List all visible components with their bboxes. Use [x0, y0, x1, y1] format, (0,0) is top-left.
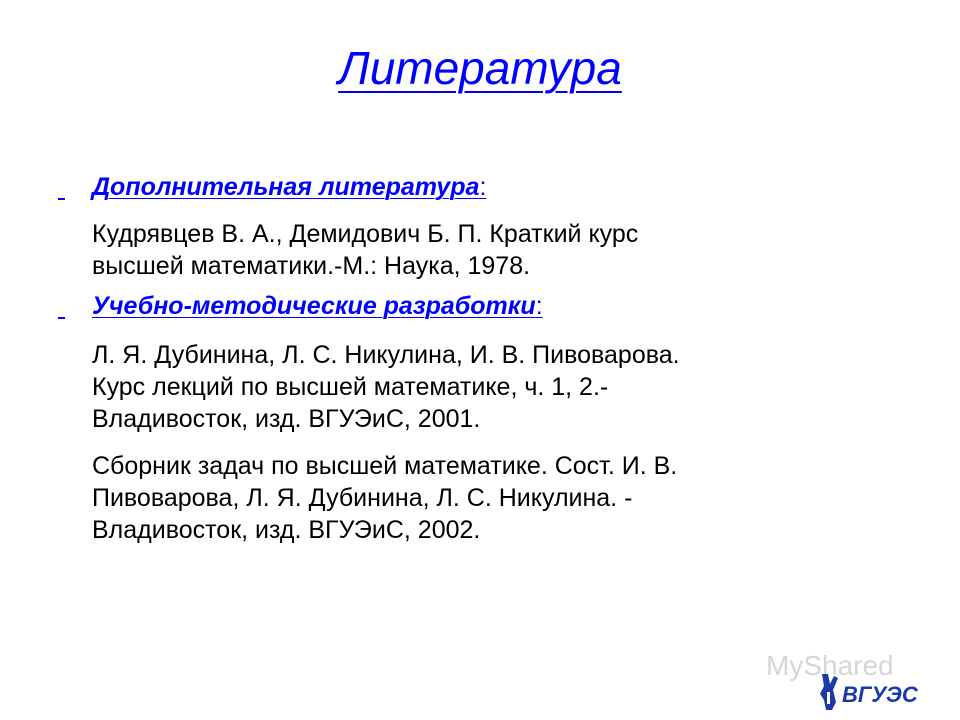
reference-line: высшей математики.-М.: Наука, 1978. [92, 252, 531, 280]
reference-line: Кудрявцев В. А., Демидович Б. П. Краткий курс [92, 220, 639, 248]
reference-line: Сборник задач по высшей математике. Сост. И. В. [92, 452, 678, 480]
section-heading-methodical [58, 291, 543, 321]
section-heading-additional [58, 172, 486, 202]
watermark-text: MyShared [766, 650, 894, 681]
reference-line: Владивосток, изд. ВГУЭиС, 2002. [92, 516, 481, 544]
section-heading-text: Дополнительная литература [92, 173, 480, 201]
reference-line: Владивосток, изд. ВГУЭиС, 2001. [92, 405, 481, 433]
heading-indent [58, 291, 92, 321]
university-logo-icon [818, 672, 930, 712]
section-heading-colon: : [479, 173, 487, 201]
reference-line: Л. Я. Дубинина, Л. С. Никулина, И. В. Пивоварова. [92, 341, 680, 369]
logo [766, 650, 936, 712]
section-heading-text: Учебно-методические разработки [92, 292, 536, 320]
logo-mark-text: ВГУЭС [842, 682, 918, 707]
reference-entry [92, 450, 882, 546]
section-heading-colon: : [535, 292, 543, 320]
heading-indent [58, 172, 92, 202]
reference-entry [92, 339, 882, 435]
reference-line: Пивоварова, Л. Я. Дубинина, Л. С. Никулина. - [92, 484, 633, 512]
reference-line: Курс лекций по высшей математике, ч. 1, 2.- [92, 373, 609, 401]
page-title: Литература [338, 42, 622, 94]
reference-entry [92, 218, 882, 282]
